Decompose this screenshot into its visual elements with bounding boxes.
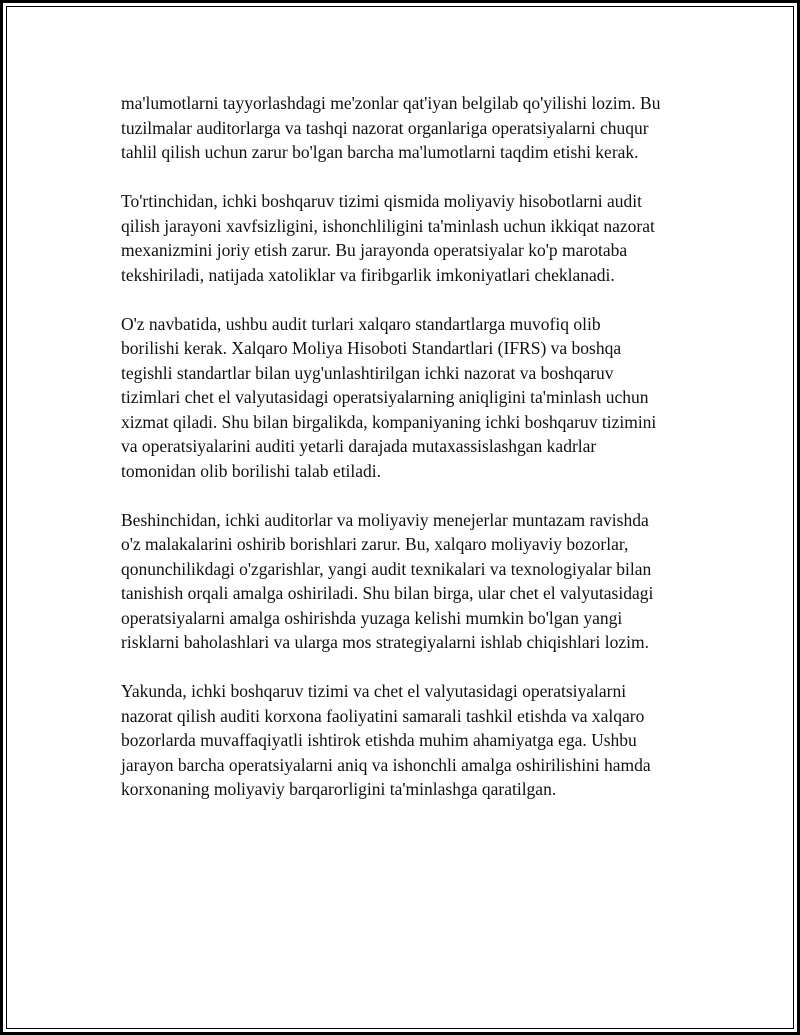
paragraph-5: Yakunda, ichki boshqaruv tizimi va chet el valyutasidagi operatsiyalarni nazorat qilish auditi korxona faoliyatini samarali tashkil etishda va xalqaro bozorlarda muvaffaqiyatli ishtirok etishda muhim ahamiyatga ega. Ushbu jarayon barcha operatsiyalarni aniq va ishonchli amalga oshirilishini hamda korxonaning moliyaviy barqarorligini ta'minlashga qaratilgan. [121,681,651,799]
document-body [121,91,701,826]
paragraph-3: O'z navbatida, ushbu audit turlari xalqaro standartlarga muvofiq olib borilishi kerak. Xalqaro Moliya Hisoboti Standartlari (IFRS) va boshqa tegishli standartlar bilan uyg'unlashtirilgan ichki nazorat va boshqaruv tizimlari chet el valyutasidagi operatsiyalarning aniqligini ta'minlash uchun xizmat qiladi. Shu bilan birgalikda, kompaniyaning ichki boshqaruv tizimini va operatsiyalarini auditi yetarli darajada mutaxassislashgan kadrlar tomonidan olib borilishi talab etiladi. [121,313,657,481]
paragraph-1: ma'lumotlarni tayyorlashdagi me'zonlar qat'iyan belgilab qo'yilishi lozim. Bu tuzilmalar auditorlarga va tashqi nazorat organlariga operatsiyalarni chuqur tahlil qilish uchun zarur bo'lgan barcha ma'lumotlarni taqdim etishi kerak. [121,93,661,162]
paragraph-4: Beshinchidan, ichki auditorlar va moliyaviy menejerlar muntazam ravishda o'z malakalarini oshirib borishlari zarur. Bu, xalqaro moliyaviy bozorlar, qonunchilikdagi o'zgarishlar, yangi audit texnikalari va texnologiyalar bilan tanishish orqali amalga oshiriladi. Shu bilan birga, ular chet el valyutasidagi operatsiyalarni amalga oshirishda yuzaga kelishi mumkin bo'lgan yangi risklarni baholashlari va ularga mos strategiyalarni ishlab chiqishlari lozim. [121,509,654,652]
paragraph-2: To'rtinchidan, ichki boshqaruv tizimi qismida moliyaviy hisobotlarni audit qilish jarayoni xavfsizligini, ishonchliligini ta'minlash uchun ikkiqat nazorat mexanizmini joriy etish zarur. Bu jarayonda operatsiyalar ko'p marotaba tekshiriladi, natijada xatoliklar va firibgarlik imkoniyatlari cheklanadi. [121,191,655,285]
